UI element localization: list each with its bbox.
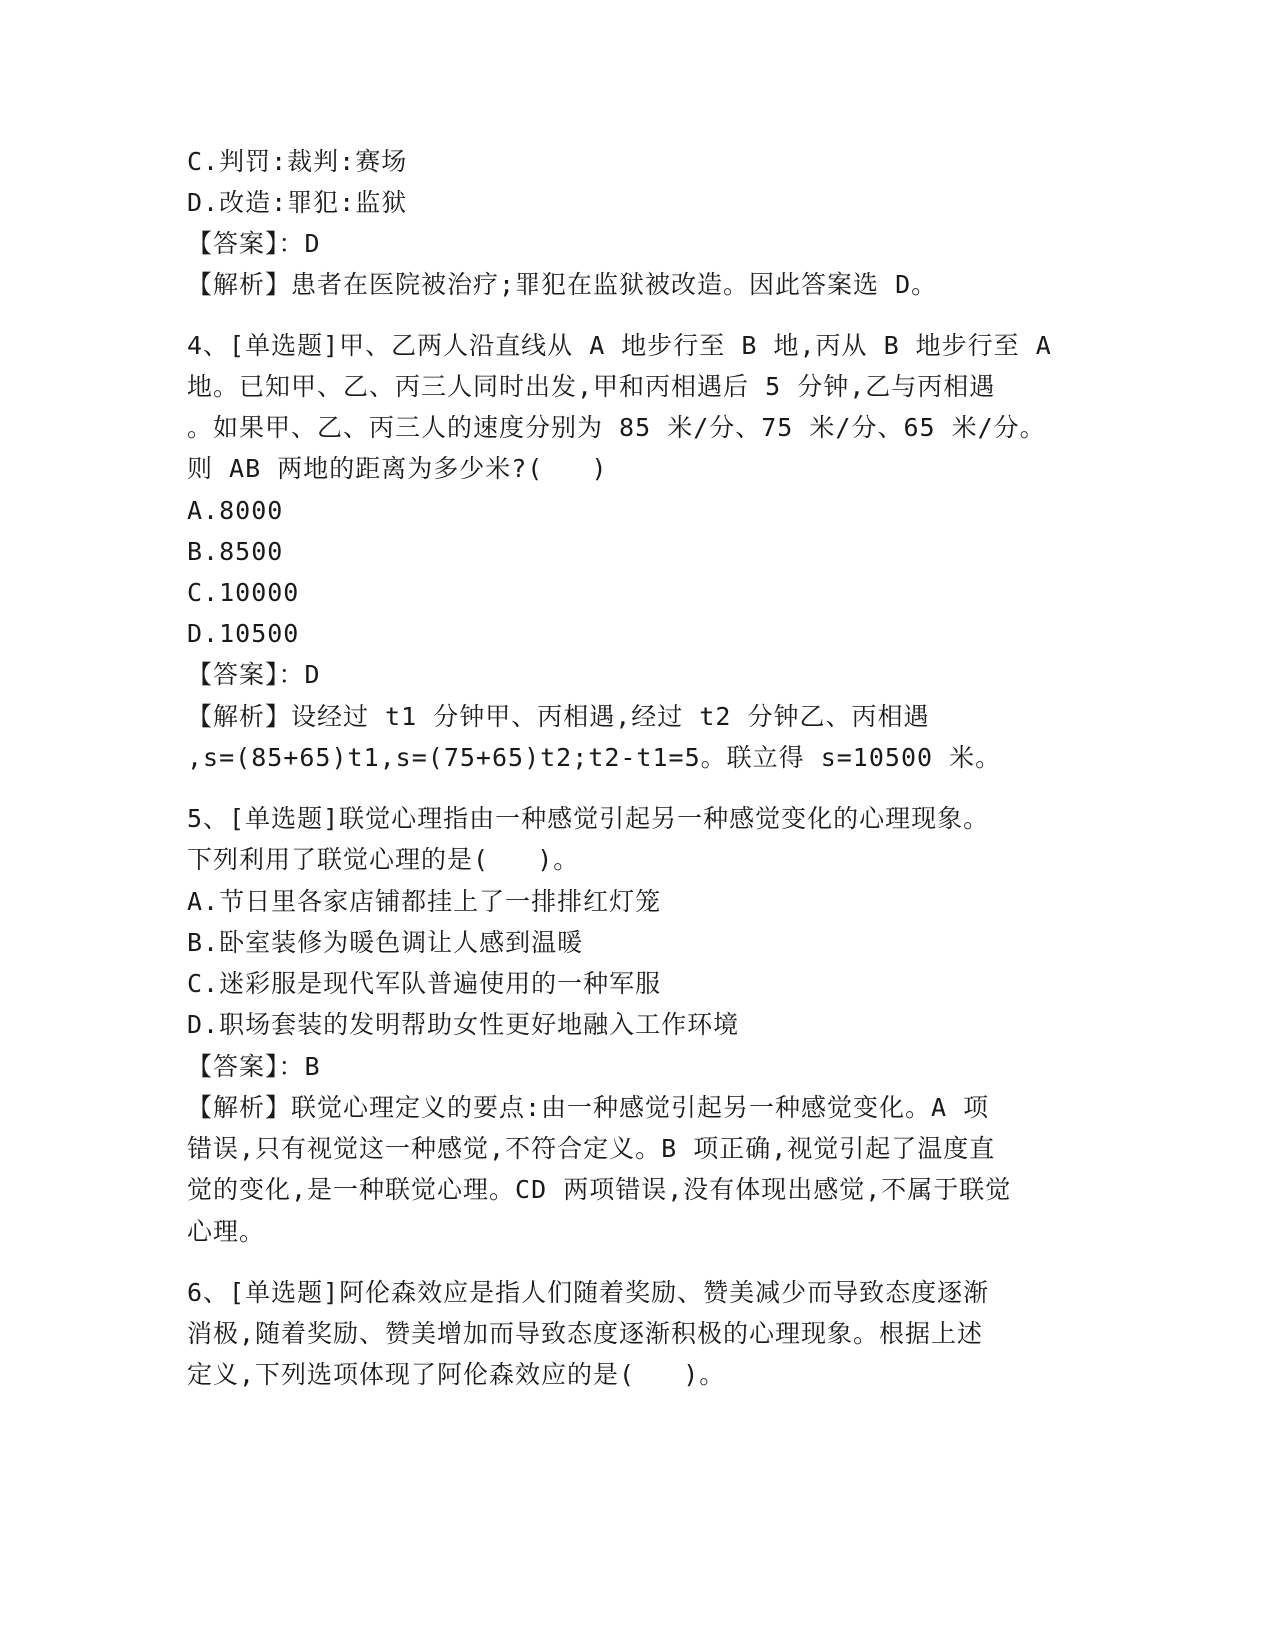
q3-answer: 【答案】：D — [187, 229, 321, 258]
q4-option-a: A.8000 — [187, 496, 284, 525]
q4-answer: 【答案】：D — [187, 660, 321, 689]
q4-stem-line-2: 地。已知甲、乙、丙三人同时出发,甲和丙相遇后 5 分钟,乙与丙相遇 — [187, 372, 996, 401]
q6-stem-line-2: 消极,随着奖励、赞美增加而导致态度逐渐积极的心理现象。根据上述 — [187, 1319, 984, 1348]
q5-explanation-line-2: 错误,只有视觉这一种感觉,不符合定义。B 项正确,视觉引起了温度直 — [187, 1134, 996, 1163]
q4-option-b: B.8500 — [187, 537, 284, 566]
q4-explanation-line-2: ,s=(85+65)t1,s=(75+65)t2;t2-t1=5。联立得 s=10500 米。 — [187, 743, 1002, 772]
q4-explanation-line-1: 【解析】设经过 t1 分钟甲、丙相遇,经过 t2 分钟乙、丙相遇 — [187, 702, 930, 731]
q5-option-d: D.职场套装的发明帮助女性更好地融入工作环境 — [187, 1010, 740, 1039]
q4-option-c: C.10000 — [187, 578, 300, 607]
q5-option-c: C.迷彩服是现代军队普遍使用的一种军服 — [187, 969, 662, 998]
q5-option-b: B.卧室装修为暖色调让人感到温暖 — [187, 928, 584, 957]
q5-stem-line-2: 下列利用了联觉心理的是( )。 — [187, 845, 580, 874]
q5-stem-line-1: 5、[单选题]联觉心理指由一种感觉引起另一种感觉变化的心理现象。 — [187, 804, 990, 833]
q5-explanation-line-1: 【解析】联觉心理定义的要点:由一种感觉引起另一种感觉变化。A 项 — [187, 1093, 990, 1122]
q3-option-c: C.判罚:裁判:赛场 — [187, 147, 408, 176]
q5-option-a: A.节日里各家店铺都挂上了一排排红灯笼 — [187, 887, 662, 916]
q3-explanation: 【解析】患者在医院被治疗;罪犯在监狱被改造。因此答案选 D。 — [187, 270, 938, 299]
q6-stem-line-3: 定义,下列选项体现了阿伦森效应的是( )。 — [187, 1360, 726, 1389]
q4-stem-line-4: 则 AB 两地的距离为多少米?( ) — [187, 454, 608, 483]
q6-stem-line-1: 6、[单选题]阿伦森效应是指人们随着奖励、赞美减少而导致态度逐渐 — [187, 1278, 990, 1307]
q5-answer: 【答案】：B — [187, 1052, 321, 1081]
q3-option-d: D.改造:罪犯:监狱 — [187, 188, 408, 217]
q4-stem-line-3: 。如果甲、乙、丙三人的速度分别为 85 米/分、75 米/分、65 米/分。 — [187, 413, 1046, 442]
q4-stem-line-1: 4、[单选题]甲、乙两人沿直线从 A 地步行至 B 地,丙从 B 地步行至 A — [187, 331, 1052, 360]
q5-explanation-line-4: 心理。 — [187, 1217, 266, 1246]
q4-option-d: D.10500 — [187, 619, 300, 648]
q5-explanation-line-3: 觉的变化,是一种联觉心理。CD 两项错误,没有体现出感觉,不属于联觉 — [187, 1175, 1012, 1204]
